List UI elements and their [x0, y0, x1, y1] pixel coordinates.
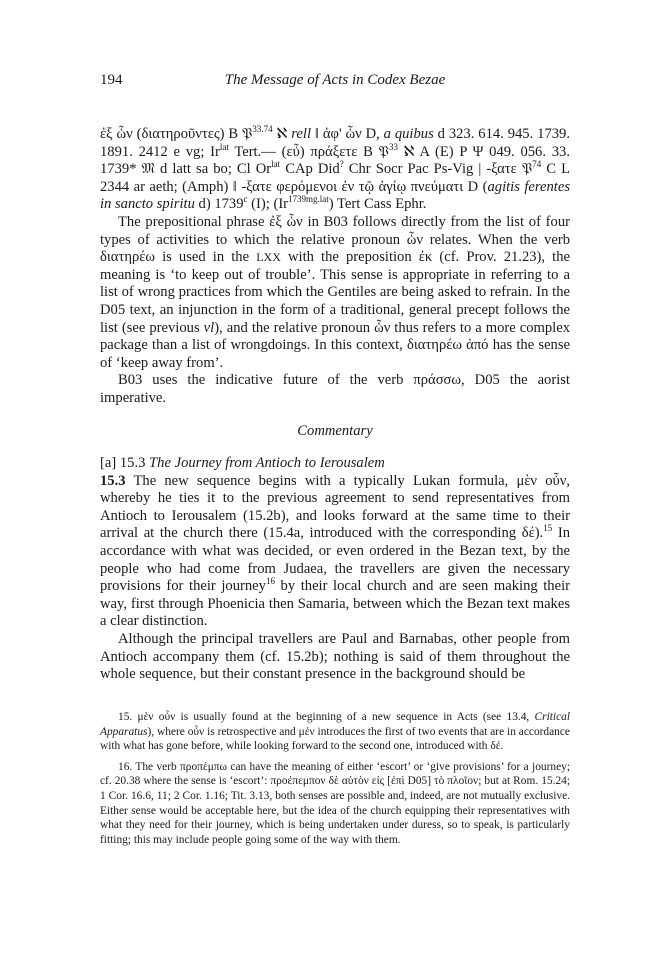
footnote-16: 16. The verb προπέμπω can have the meaning of either ‘escort’ or ‘give provisions’ for a journey; cf. 20.38 where the sense is ‘escort’: προέπεμπον δὲ αὐτὸν εἰς [ἐπὶ D05] τὸ πλοῖον; but at Rom. 15.24; 1 Cor. 16.6, 11; 2 Cor. 1.16; Tit. 3.13, both senses are possible and, indeed, are not mutually exclusive. Either sense would be acceptable here, but the idea of the church equipping their representatives with what they need for their journey, which is being undertaken under duress, so to speak, is particularly fitting; this may include people going some of the way with them.: [100, 760, 570, 846]
footnote-ref-15[interactable]: 15: [543, 523, 553, 534]
running-title: The Message of Acts in Codex Bezae: [224, 72, 446, 88]
paragraph-b03-verb: B03 uses the indicative future of the verb πράσσω, D05 the aorist imperative.: [100, 372, 570, 406]
paragraph-new-sequence: 15.3 The new sequence begins with a typically Lukan formula, μὲν οὖν, whereby he ties it to the previous agreement to send representatives from Antioch to Ierousalem (15.2b), and looks forward at the same time to their arrival at the church there (15.4a, introduced with the corresponding δέ).$^{15}$ In accordance with what was decided, or even ordered in the Bezan text, by the people who had come from Judaea, the travellers are given the necessary provisions for their journey$^{16}$ by their local church and are seen making their way, first through Phoenicia then Samaria, between which the Bezan text makes a clear distinction.: [100, 472, 570, 630]
section-heading-commentary: Commentary: [297, 422, 373, 439]
paragraph-prepositional-phrase: The prepositional phrase ἐξ ὧν in B03 follows directly from the list of four types of activities to which the relative pronoun ὧν relates. When the verb διατηρέω is used in the LXX with the preposition ἐκ (cf. Prov. 21.23), the meaning is ‘to keep out of trouble’. This sense is appropriate in referring to a list of wrong practices from which the Gentiles are being asked to refrain. In the D05 text, an injunction in the form of a traditional, general precept follows the list (see previous vl), and the relative pronoun ὧν thus refers to a more complex package than a list of wrongdoings. In this context, διατηρέω ἀπό has the sense of ‘keep away from’.: [100, 213, 571, 371]
critical-apparatus: ἐξ ὧν (διατηροῦντες) B 𝔓$^{33.74}$ ℵ rell ‖ ἀφ' ὧν D, a quibus d 323. 614. 945. 1739. 1891. 2412 e vg; $Ir^{lat}$ Tert.— (εὖ) πράξετε B 𝔓$^{33}$ ℵ A (E) P Ψ 049. 056. 33. 1739* 𝔐 d latt sa bo; Cl $Or^{lat}$ CAp Did? Chr Socr Pac Ps-Vig | -ξατε 𝔓$^{74}$ C L 2344 ar aeth; (Amph) ‖ -ξατε φερόμενοι ἐν τῷ ἁγίῳ πνεύματι D (agitis ferentes in sancto spiritu d) 1739$^c$ (I); $(Ir^{1739mg.lat})$ Tert Cass Ephr.: [100, 124, 571, 213]
footnote-15: 15. μὲν οὖν is usually found at the beginning of a new sequence in Acts (see 13.4, Critical Apparatus), where οὖν is retrospective and μέν introduces the first of two events that are in accordance with what has gone before, while looking forward to the second one, introduced with δέ.: [100, 711, 570, 753]
subheading-journey: [a] 15.3 The Journey from Antioch to Ierousalem: [100, 455, 385, 472]
page-number: 194: [100, 72, 123, 88]
footnote-ref-16[interactable]: 16: [265, 576, 275, 587]
paragraph-principal-travellers: Although the principal travellers are Paul and Barnabas, other people from Antioch accompany them (cf. 15.2b); nothing is said of them throughout the whole sequence, but their constant presence in the background should be: [100, 631, 570, 683]
footnotes: [100, 710, 570, 853]
main-text: [100, 126, 570, 684]
running-head: [100, 72, 570, 94]
